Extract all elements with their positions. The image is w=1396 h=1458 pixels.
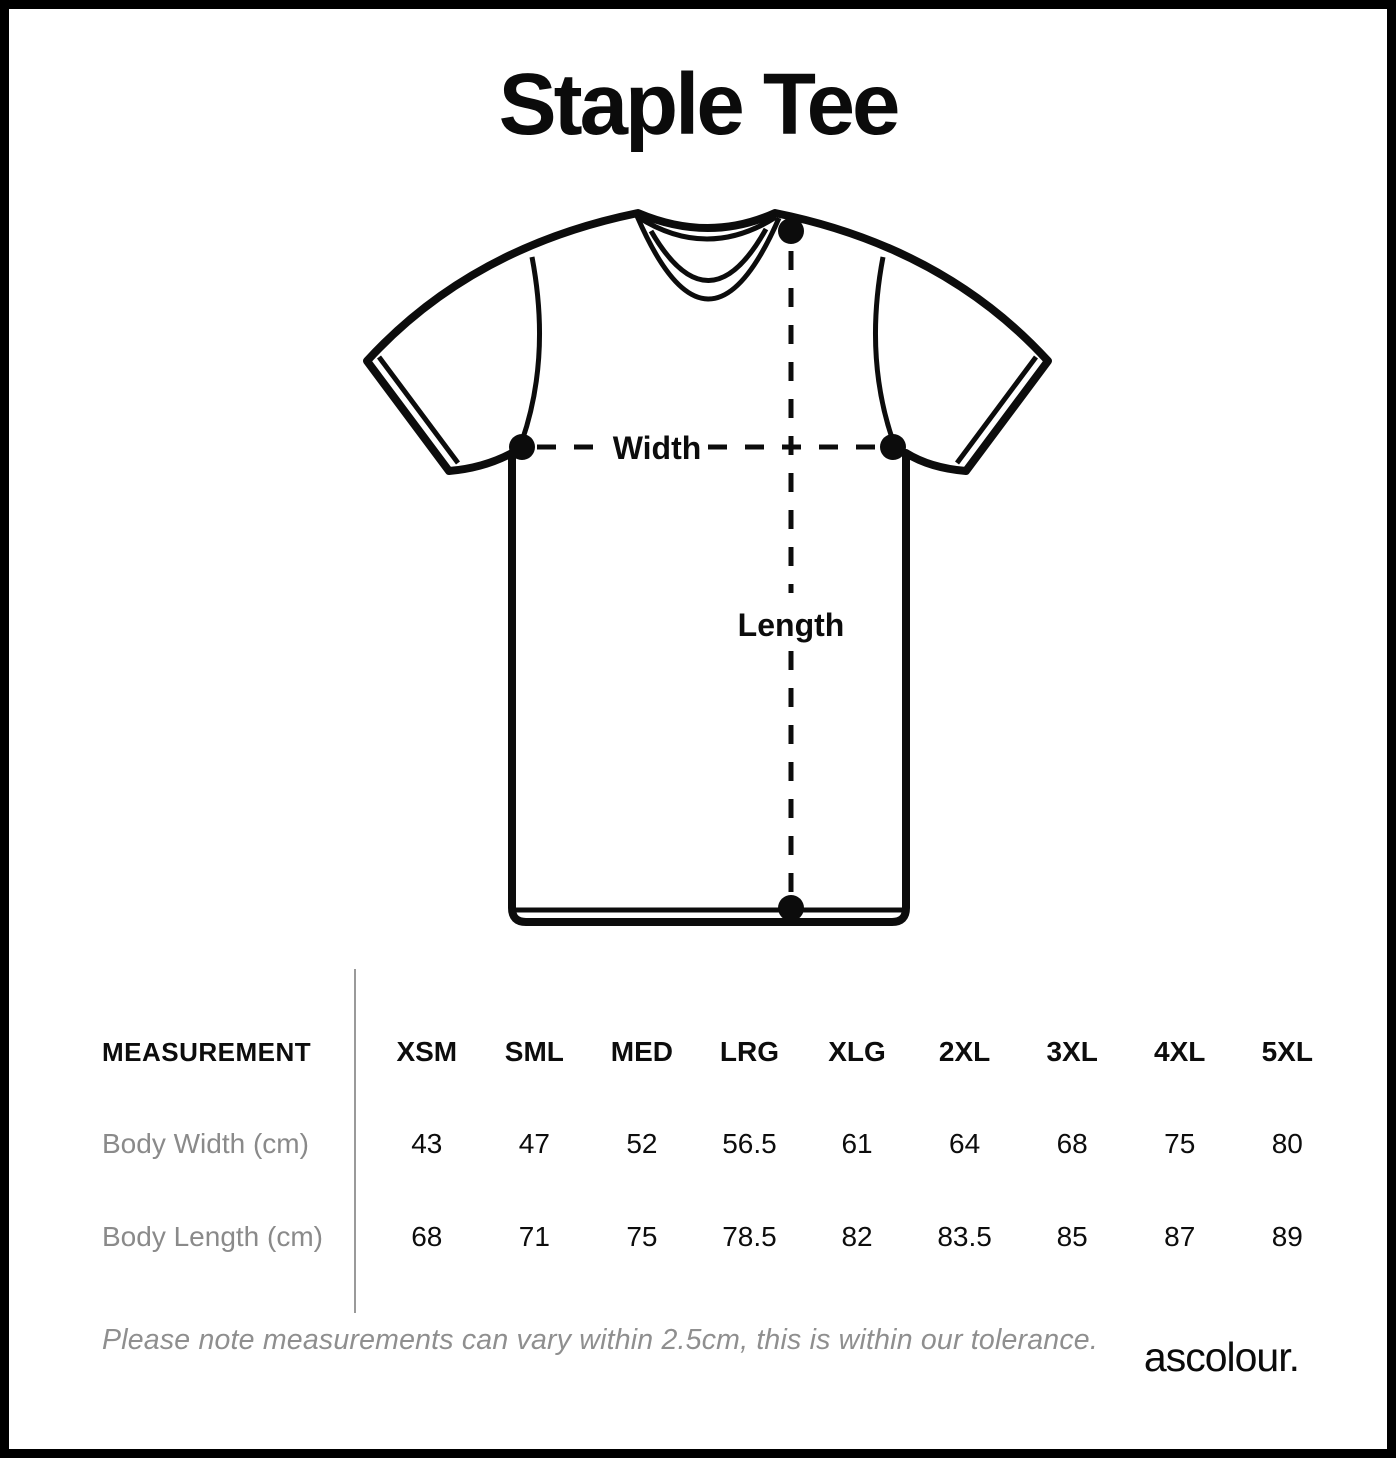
table-header-row [9,1034,1396,1070]
table-row-body-length [9,1219,1396,1255]
size-value-cell: 43 [411,1128,443,1159]
size-col-header-xlg: XLG [828,1036,886,1067]
size-value-cell: 82 [841,1221,873,1252]
table-row-body-width [9,1126,1396,1162]
width-label: Width [612,430,702,466]
size-value-cell: 61 [841,1128,873,1159]
size-value-cell: 71 [518,1221,550,1252]
tee-diagram [339,194,1079,939]
size-value-cell: 56.5 [722,1128,777,1159]
size-value-cell: 80 [1271,1128,1303,1159]
size-value-cell: 75 [626,1221,658,1252]
size-value-cell: 68 [1056,1128,1088,1159]
size-value-cell: 89 [1271,1221,1303,1252]
row-value-cells [373,1126,1341,1162]
size-col-header-2xl: 2XL [938,1036,991,1067]
measurement-header: MEASUREMENT [102,1036,312,1067]
length-label: Length [737,607,845,643]
row-label: Body Width (cm) [102,1128,309,1159]
size-col-header-lrg: LRG [719,1036,780,1067]
measure-dot-armpit-left [509,434,535,460]
size-col-header-med: MED [610,1036,674,1067]
measure-dot-hem [778,895,804,921]
size-value-cell: 68 [411,1221,443,1252]
size-col-header-3xl: 3XL [1046,1036,1098,1067]
measure-dot-shoulder [778,218,804,244]
size-col-header-sml: SML [504,1036,564,1067]
size-value-cell: 83.5 [937,1221,992,1252]
measure-dot-armpit-right [880,434,906,460]
size-value-cell: 87 [1164,1221,1196,1252]
row-value-cells [373,1219,1341,1255]
tolerance-note: Please note measurements can vary within 2.5cm, this is within our tolerance. [102,1324,1098,1356]
size-value-cell: 85 [1056,1221,1088,1252]
size-value-cell: 75 [1164,1128,1196,1159]
tshirt-outline [367,213,1048,922]
size-value-cell: 78.5 [722,1221,777,1252]
size-header-cells [373,1034,1341,1070]
size-col-header-4xl: 4XL [1154,1036,1206,1067]
size-col-header-xsm: XSM [396,1036,458,1067]
size-value-cell: 47 [518,1128,550,1159]
size-col-header-5xl: 5XL [1261,1036,1313,1067]
row-label: Body Length (cm) [102,1221,323,1252]
page-title: Staple Tee [498,56,898,153]
size-value-cell: 64 [949,1128,981,1159]
brand-logo: ascolour. [1143,1334,1299,1380]
size-value-cell: 52 [626,1128,658,1159]
